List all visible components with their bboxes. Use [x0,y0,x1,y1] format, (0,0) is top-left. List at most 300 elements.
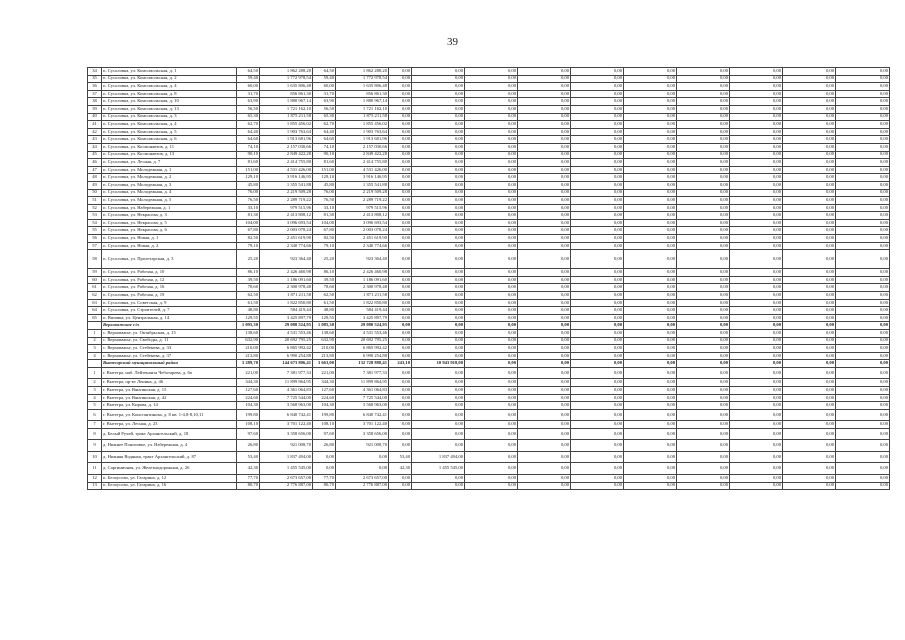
value-cell: 0,00 [389,151,412,159]
table-row [88,421,890,429]
table-row [88,68,890,76]
value-cell: 0,00 [571,250,624,269]
value-cell: 632,90 [313,337,336,345]
value-cell: 0,00 [518,159,571,167]
address-cell: п. Сусоловка, ул. Некрасова, д. 3 [102,212,237,220]
value-cell: 0,00 [677,121,730,129]
value-cell: 0,00 [624,482,677,490]
value-cell: 224,60 [313,394,336,402]
value-cell: 63,90 [313,98,336,106]
value-cell: 0,00 [677,379,730,387]
table-row [88,379,890,387]
row-number-cell: 45 [88,151,102,159]
value-cell: 856 861,30 [260,90,313,98]
value-cell: 3 425 897,79 [260,314,313,322]
value-cell: 0,00 [624,428,677,440]
value-cell: 0,00 [571,482,624,490]
address-cell: с. Верховажье, ул. Свободы, д. 11 [102,337,237,345]
value-cell: 0,00 [624,105,677,113]
value-cell: 0,00 [836,105,890,113]
value-cell: 0,00 [518,428,571,440]
value-cell: 0,00 [465,421,518,429]
value-cell: 0,00 [730,242,783,250]
value-cell: 0,00 [624,345,677,353]
value-cell: 0,00 [518,379,571,387]
value-cell: 0,00 [518,197,571,205]
value-cell: 0,00 [783,250,836,269]
value-cell: 0,00 [412,235,465,243]
value-cell: 0,00 [465,204,518,212]
value-cell: 0,00 [730,250,783,269]
value-cell: 0,00 [465,212,518,220]
row-number-cell: 42 [88,128,102,136]
table-row [88,219,890,227]
value-cell: 0,00 [412,314,465,322]
value-cell: 0,00 [336,451,389,463]
value-cell: 0,00 [783,121,836,129]
value-cell: 2 451 619,90 [260,235,313,243]
value-cell: 0,00 [677,345,730,353]
value-cell: 0,00 [518,367,571,379]
value-cell: 0,00 [389,402,412,410]
value-cell: 0,00 [412,322,465,330]
value-cell: 0,00 [465,474,518,482]
value-cell: 0,00 [836,322,890,330]
value-cell: 0,00 [624,451,677,463]
value-cell: 0,00 [389,428,412,440]
value-cell: 0,00 [783,360,836,368]
value-cell: 53,40 [237,451,260,463]
value-cell: 0,00 [677,197,730,205]
address-cell: п. Сусоловка, ул. Космонавтов, д. 11 [102,143,237,151]
value-cell: 0,00 [624,387,677,395]
value-cell: 0,00 [836,159,890,167]
value-cell: 10 943 918,00 [412,360,465,368]
table-row [88,227,890,235]
value-cell: 0,00 [412,197,465,205]
value-cell: 0,00 [389,212,412,220]
value-cell: 0,00 [389,250,412,269]
value-cell: 0,00 [836,463,890,475]
value-cell: 0,00 [389,307,412,315]
value-cell: 90,10 [313,151,336,159]
table-row [88,235,890,243]
row-number-cell: 46 [88,159,102,167]
value-cell: 1 822 850,80 [336,299,389,307]
address-cell: п. Белоусово, ул. Гагарина, д. 16 [102,482,237,490]
value-cell: 0,00 [783,143,836,151]
value-cell: 48,80 [237,307,260,315]
value-cell: 0,00 [389,330,412,338]
value-cell: 0,00 [465,440,518,452]
value-cell: 6 865 992,42 [260,345,313,353]
address-cell: г. Вытегра, ул. Вянгинская, д. 15 [102,387,237,395]
value-cell: 0,00 [571,235,624,243]
value-cell: 129,55 [313,314,336,322]
value-cell: 0,00 [389,204,412,212]
value-cell: 97,60 [313,428,336,440]
value-cell: 0,00 [836,181,890,189]
value-cell: 0,00 [783,463,836,475]
value-cell: 0,00 [783,90,836,98]
value-cell: 0,00 [730,299,783,307]
value-cell: 0,00 [518,482,571,490]
value-cell: 1 913 681,96 [260,136,313,144]
value-cell: 0,00 [571,166,624,174]
value-cell: 0,00 [412,394,465,402]
value-cell: 82,50 [237,235,260,243]
value-cell: 0,00 [412,212,465,220]
value-cell: 0,00 [518,136,571,144]
value-cell: 0,00 [730,90,783,98]
value-cell: 0,00 [389,276,412,284]
value-cell: 0,00 [412,128,465,136]
value-cell: 0,00 [571,212,624,220]
address-cell: п. Сусоловка, ул. Рабочая, д. 12 [102,276,237,284]
value-cell: 86,10 [313,269,336,277]
value-cell: 0,00 [412,284,465,292]
value-cell: 0,00 [465,292,518,300]
value-cell: 63,90 [237,98,260,106]
value-cell: 29 080 524,95 [260,322,313,330]
value-cell: 0,00 [624,189,677,197]
value-cell: 0,00 [412,105,465,113]
row-number-cell: 4 [88,394,102,402]
value-cell: 199,80 [237,409,260,421]
value-cell: 0,00 [389,421,412,429]
value-cell: 0,00 [571,387,624,395]
value-cell: 6 865 992,42 [336,345,389,353]
value-cell: 1 855 456,02 [336,121,389,129]
value-cell: 0,00 [624,367,677,379]
value-cell: 0,00 [518,128,571,136]
value-cell: 74,10 [313,143,336,151]
address-cell: п. Сусоловка, ул. Молодежная, д. 1 [102,166,237,174]
value-cell: 0,00 [571,159,624,167]
row-number-cell: 3 [88,345,102,353]
value-cell: 0,00 [412,345,465,353]
value-cell: 4 361 064,83 [336,387,389,395]
value-cell: 0,00 [412,428,465,440]
value-cell: 67,80 [313,227,336,235]
value-cell: 0,00 [624,360,677,368]
table-row [88,90,890,98]
value-cell: 0,00 [836,68,890,76]
value-cell: 127,60 [313,387,336,395]
value-cell: 0,00 [783,394,836,402]
value-cell: 0,00 [465,181,518,189]
value-cell: 0,00 [730,174,783,182]
table-row [88,451,890,463]
value-cell: 0,00 [465,242,518,250]
address-cell: п. Сусоловка, ул. Пролетарская, д. 3 [102,250,237,269]
value-cell: 2 219 509,28 [260,189,313,197]
value-cell: 0,00 [389,314,412,322]
value-cell: 0,00 [624,292,677,300]
value-cell: 0,00 [336,463,389,475]
row-number-cell: 10 [88,451,102,463]
value-cell: 0,00 [836,299,890,307]
value-cell: 2 673 657,00 [336,474,389,482]
value-cell: 42,30 [389,463,412,475]
row-number-cell: 47 [88,166,102,174]
value-cell: 129,10 [237,174,260,182]
value-cell: 0,00 [571,68,624,76]
table-row [88,159,890,167]
value-cell: 221,00 [237,367,260,379]
value-cell: 0,00 [571,394,624,402]
address-cell: п. Сусоловка, ул. Комсомольская, д. 4 [102,121,237,129]
value-cell: 0,00 [518,292,571,300]
value-cell: 1 085,30 [313,322,336,330]
address-cell: г. Вытегра, ул. Вянгинская, д. 42 [102,394,237,402]
value-cell: 0,00 [465,463,518,475]
value-cell: 0,00 [624,250,677,269]
value-cell: 0,00 [389,219,412,227]
value-cell: 0,00 [783,402,836,410]
value-cell: 151,00 [313,166,336,174]
table-row [88,440,890,452]
value-cell: 0,00 [412,227,465,235]
row-number-cell: 12 [88,474,102,482]
value-cell: 0,00 [571,379,624,387]
value-cell: 0,00 [783,98,836,106]
value-cell: 0,00 [730,428,783,440]
value-cell: 0,00 [836,227,890,235]
value-cell: 0,00 [677,330,730,338]
value-cell: 1 721 162,10 [336,105,389,113]
value-cell: 0,00 [783,174,836,182]
value-cell: 104,30 [237,402,260,410]
value-cell: 2 413 808,12 [260,212,313,220]
value-cell: 0,00 [677,440,730,452]
value-cell: 0,00 [783,189,836,197]
value-cell: 0,00 [518,212,571,220]
address-cell: п. Сусоловка, ул. Комсомольская, д. 4 [102,83,237,91]
value-cell: 39,50 [313,276,336,284]
value-cell: 0,00 [571,307,624,315]
value-cell: 0,00 [836,292,890,300]
value-cell: 1 880 967,14 [260,98,313,106]
value-cell: 79,10 [313,242,336,250]
value-cell: 0,00 [836,387,890,395]
value-cell: 0,00 [677,314,730,322]
value-cell: 2 776 887,00 [336,482,389,490]
value-cell: 0,00 [624,90,677,98]
address-cell: с. Верховажье, ул. Октябрьская, д. 15 [102,330,237,338]
value-cell: 1 095,30 [237,322,260,330]
value-cell: 0,00 [389,174,412,182]
value-cell: 0,00 [571,402,624,410]
value-cell: 0,00 [412,189,465,197]
value-cell: 0,00 [571,105,624,113]
value-cell: 0,00 [465,352,518,360]
value-cell: 0,00 [783,292,836,300]
resettlement-table [87,67,890,490]
value-cell: 7 381 977,33 [336,367,389,379]
value-cell: 80,70 [313,482,336,490]
value-cell: 0,00 [412,409,465,421]
value-cell: 0,00 [389,299,412,307]
value-cell: 56,50 [313,105,336,113]
value-cell: 4 361 064,83 [260,387,313,395]
value-cell: 6 990 254,88 [336,352,389,360]
value-cell: 0,00 [389,189,412,197]
value-cell: 3 568 963,00 [260,402,313,410]
value-cell: 0,00 [730,227,783,235]
value-cell: 0,00 [518,322,571,330]
address-cell: п. Сусоловка, ул. Рабочая, д. 16 [102,284,237,292]
value-cell: 0,00 [677,276,730,284]
table-row [88,292,890,300]
value-cell: 0,00 [518,68,571,76]
value-cell: 0,00 [624,151,677,159]
value-cell: 0,00 [783,197,836,205]
address-cell: п. Сусоловка, ул. Новая, д. 1 [102,235,237,243]
row-number-cell: 56 [88,235,102,243]
value-cell: 0,00 [730,337,783,345]
row-number-cell: 49 [88,181,102,189]
table-row [88,428,890,440]
row-number-cell: 52 [88,204,102,212]
value-cell: 1 913 681,96 [336,136,389,144]
table-row [88,345,890,353]
value-cell: 0,00 [730,83,783,91]
value-cell: 0,00 [412,367,465,379]
value-cell: 0,00 [389,352,412,360]
value-cell: 0,00 [571,474,624,482]
value-cell: 0,00 [783,212,836,220]
row-number-cell: 3 [88,387,102,395]
address-cell: п. Сусоловка, ул. Новая, д. 2 [102,242,237,250]
value-cell: 2 414 755,80 [260,159,313,167]
value-cell: 584 419,44 [336,307,389,315]
value-cell: 0,00 [836,212,890,220]
address-cell: п. Сусоловка, ул. Космонавтов, д. 13 [102,151,237,159]
value-cell: 25,20 [237,250,260,269]
value-cell: 0,00 [412,68,465,76]
value-cell: 0,00 [730,189,783,197]
value-cell: 0,00 [313,451,336,463]
value-cell: 0,00 [783,159,836,167]
table-row [88,136,890,144]
value-cell: 0,00 [465,68,518,76]
row-number-cell: 65 [88,314,102,322]
value-cell: 1 635 806,48 [260,83,313,91]
value-cell: 0,00 [783,235,836,243]
value-cell: 0,00 [836,360,890,368]
value-cell: 632,90 [237,337,260,345]
value-cell: 0,00 [730,409,783,421]
value-cell: 3 568 963,00 [336,402,389,410]
value-cell: 0,00 [518,166,571,174]
value-cell: 0,00 [571,83,624,91]
value-cell: 0,00 [624,284,677,292]
value-cell: 0,00 [624,299,677,307]
value-cell: 2 289 719,22 [260,197,313,205]
row-number-cell: 4 [88,352,102,360]
value-cell: 0,00 [571,227,624,235]
value-cell: 59,40 [313,75,336,83]
value-cell: 0,00 [730,181,783,189]
value-cell: 0,00 [624,197,677,205]
value-cell: 0,00 [389,83,412,91]
value-cell: 2 776 887,00 [260,482,313,490]
value-cell: 0,00 [412,121,465,129]
value-cell: 0,00 [389,181,412,189]
value-cell: 0,00 [624,166,677,174]
value-cell: 0,00 [677,235,730,243]
value-cell: 3 425 897,79 [336,314,389,322]
value-cell: 48,80 [313,307,336,315]
value-cell: 76,00 [313,189,336,197]
value-cell: 0,00 [624,68,677,76]
value-cell: 0,00 [836,269,890,277]
address-cell: г. Вытегра, пр-кт Ленина, д. 46 [102,379,237,387]
value-cell: 0,00 [836,276,890,284]
address-cell: с. Верховажье, ул. Стебенева, д. 37 [102,352,237,360]
address-cell: д. Нижнее Понизовье, ул. Набережная, д. 4 [102,440,237,452]
row-number-cell: 5 [88,402,102,410]
value-cell: 0,00 [677,292,730,300]
value-cell: 0,00 [677,143,730,151]
value-cell: 0,00 [836,352,890,360]
value-cell: 0,00 [730,330,783,338]
value-cell: 0,00 [836,482,890,490]
value-cell: 0,00 [518,242,571,250]
table-row [88,181,890,189]
row-number-cell: 57 [88,242,102,250]
value-cell: 0,00 [730,345,783,353]
value-cell: 108,10 [237,421,260,429]
value-cell: 0,00 [412,482,465,490]
value-cell: 0,00 [412,174,465,182]
value-cell: 0,00 [836,337,890,345]
value-cell: 0,00 [677,75,730,83]
row-number-cell: 11 [88,463,102,475]
value-cell: 0,00 [677,159,730,167]
row-number-cell: 7 [88,421,102,429]
value-cell: 1 455 545,00 [260,463,313,475]
value-cell: 0,00 [624,219,677,227]
value-cell: 0,00 [677,90,730,98]
value-cell: 0,00 [465,276,518,284]
value-cell: 0,00 [677,451,730,463]
value-cell: 0,00 [465,284,518,292]
value-cell: 0,00 [571,330,624,338]
value-cell: 0,00 [571,242,624,250]
value-cell: 0,00 [677,98,730,106]
value-cell: 81,30 [237,212,260,220]
value-cell: 0,00 [677,227,730,235]
address-cell: п. Вязовка, ул. Центральная, д. 14 [102,314,237,322]
value-cell: 2 414 755,80 [336,159,389,167]
value-cell: 53,40 [389,451,412,463]
value-cell: 0,00 [624,474,677,482]
table-row [88,387,890,395]
value-cell: 0,00 [389,121,412,129]
value-cell: 60,00 [237,83,260,91]
value-cell: 0,00 [518,330,571,338]
value-cell: 0,00 [783,387,836,395]
value-cell: 97,60 [237,428,260,440]
value-cell: 0,00 [412,242,465,250]
value-cell: 2 157 030,66 [336,143,389,151]
value-cell: 7 381 977,33 [260,367,313,379]
value-cell: 0,00 [836,330,890,338]
address-cell: Вытегорский муниципальный район [102,360,237,368]
value-cell: 0,00 [389,292,412,300]
